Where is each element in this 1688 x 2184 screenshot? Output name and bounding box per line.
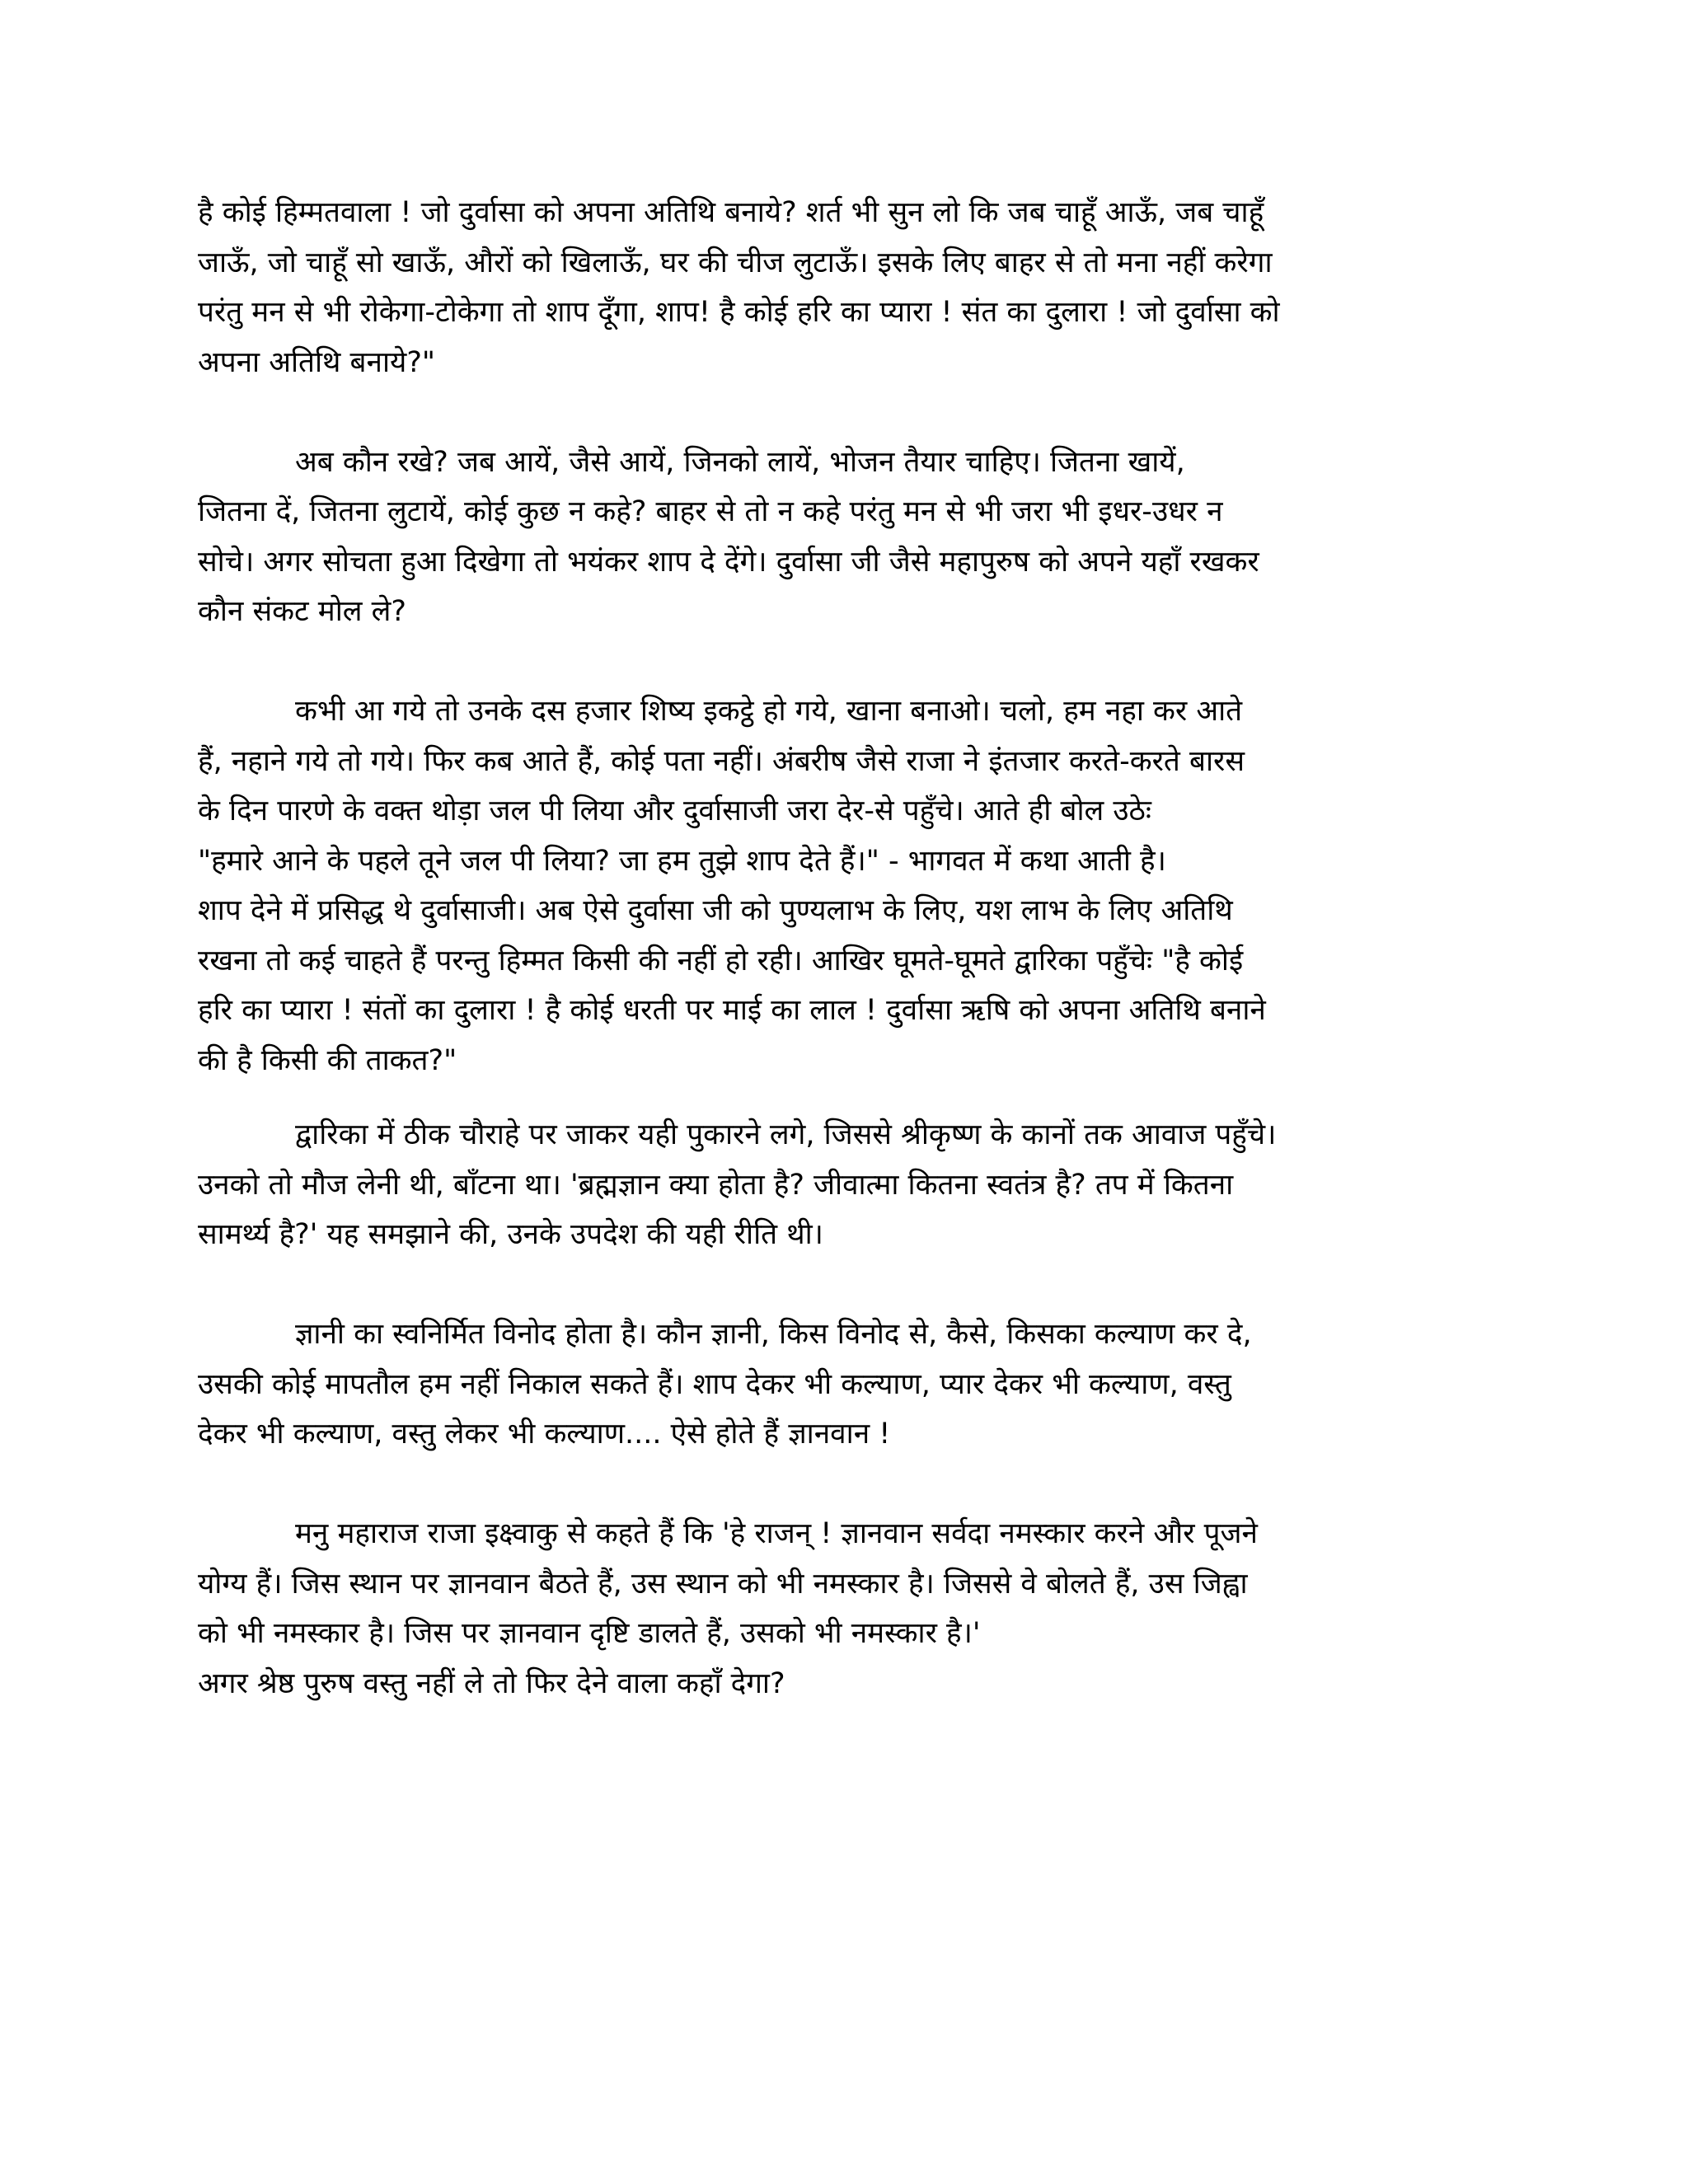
text-line: की है किसी की ताकत?" [198,1043,457,1077]
text-line: शाप देने में प्रसिद्ध थे दुर्वासाजी। अब ऐसे दुर्वासा जी को पुण्यलाभ के लिए, यश लाभ के लिए अतिथि [198,894,1233,927]
paragraph-dwarika [198,1110,1484,1260]
paragraph-who-will-keep [198,438,1484,637]
text-line: जितना दें, जितना लुटायें, कोई कुछ न कहे? बाहर से तो न कहे परंतु मन से भी जरा भी इधर-उधर न [198,495,1223,528]
text-line: है कोई हिम्मतवाला ! जो दुर्वासा को अपना अतिथि बनाये? शर्त भी सुन लो कि जब चाहूँ आऊँ, जब चाहूँ [198,196,1264,229]
document-page [198,188,1484,1708]
text-line: को भी नमस्कार है। जिस पर ज्ञानवान दृष्टि डालते हैं, उसको भी नमस्कार है।' [198,1617,981,1650]
text-line: सामर्थ्य है?' यह समझाने की, उनके उपदेश की यही रीति थी। [198,1218,823,1251]
text-line: योग्य हैं। जिस स्थान पर ज्ञानवान बैठते हैं, उस स्थान को भी नमस्कार है। जिससे वे बोलते हैं, उस जिह्वा [198,1567,1248,1601]
text-line: देकर भी कल्याण, वस्तु लेकर भी कल्याण.... ऐसे होते हैं ज्ञानवान ! [198,1418,891,1451]
text-line: कौन संकट मोल ले? [198,595,406,628]
text-line: सोचे। अगर सोचता हुआ दिखेगा तो भयंकर शाप दे देंगे। दुर्वासा जी जैसे महापुरुष को अपने यहाँ रखकर [198,545,1259,579]
text-line: मनु महाराज राजा इक्ष्वाकु से कहते हैं कि 'हे राजन् ! ज्ञानवान सर्वदा नमस्कार करने और पूजने [295,1517,1258,1550]
text-line: अब कौन रखे? जब आयें, जैसे आयें, जिनको लायें, भोजन तैयार चाहिए। जितना खायें, [295,445,1185,479]
text-line: हरि का प्यारा ! संतों का दुलारा ! है कोई धरती पर माई का लाल ! दुर्वासा ऋषि को अपना अतिथि बनाने [198,994,1266,1027]
paragraph-durvasa-challenge [198,188,1484,387]
text-line: कभी आ गये तो उनके दस हजार शिष्य इकट्ठे हो गये, खाना बनाओ। चलो, हम नहा कर आते [295,695,1243,728]
text-line: परंतु मन से भी रोकेगा-टोकेगा तो शाप दूँगा, शाप! है कोई हरि का प्यारा ! संत का दुलारा ! जो दुर्वासा को [198,296,1280,329]
text-line: रखना तो कई चाहते हैं परन्तु हिम्मत किसी की नहीं हो रही। आखिर घूमते-घूमते द्वारिका पहुँचेः "है कोई [198,944,1244,977]
text-line: हैं, नहाने गये तो गये। फिर कब आते हैं, कोई पता नहीं। अंबरीष जैसे राजा ने इंतजार करते-करते बारस [198,744,1245,778]
text-line: जाऊँ, जो चाहूँ सो खाऊँ, औरों को खिलाऊँ, घर की चीज लुटाऊँ। इसके लिए बाहर से तो मना नहीं करेगा [198,246,1273,279]
text-line: ज्ञानी का स्वनिर्मित विनोद होता है। कौन ज्ञानी, किस विनोद से, कैसे, किसका कल्याण कर दे, [295,1318,1252,1351]
paragraph-gyani-vinod [198,1310,1484,1460]
paragraph-disciples-ambarish [198,687,1484,1085]
text-line: उसकी कोई मापतौल हम नहीं निकाल सकते हैं। शाप देकर भी कल्याण, प्यार देकर भी कल्याण, वस्तु [198,1367,1231,1401]
text-line: उनको तो मौज लेनी थी, बाँटना था। 'ब्रह्मज्ञान क्या होता है? जीवात्मा कितना स्वतंत्र है? तप में कितना [198,1168,1234,1202]
text-line: द्वारिका में ठीक चौराहे पर जाकर यही पुकारने लगे, जिससे श्रीकृष्ण के कानों तक आवाज पहुँचे। [295,1118,1277,1151]
text-line: अगर श्रेष्ठ पुरुष वस्तु नहीं ले तो फिर देने वाला कहाँ देगा? [198,1666,785,1700]
text-line: के दिन पारणे के वक्त थोड़ा जल पी लिया और दुर्वासाजी जरा देर-से पहुँचे। आते ही बोल उठेः [198,794,1151,827]
text-line: अपना अतिथि बनाये?" [198,345,435,379]
paragraph-closing-question [198,1659,1484,1709]
paragraph-manu-maharaj [198,1509,1484,1659]
text-line: "हमारे आने के पहले तूने जल पी लिया? जा हम तुझे शाप देते हैं।" - भागवत में कथा आती है। [198,844,1166,878]
